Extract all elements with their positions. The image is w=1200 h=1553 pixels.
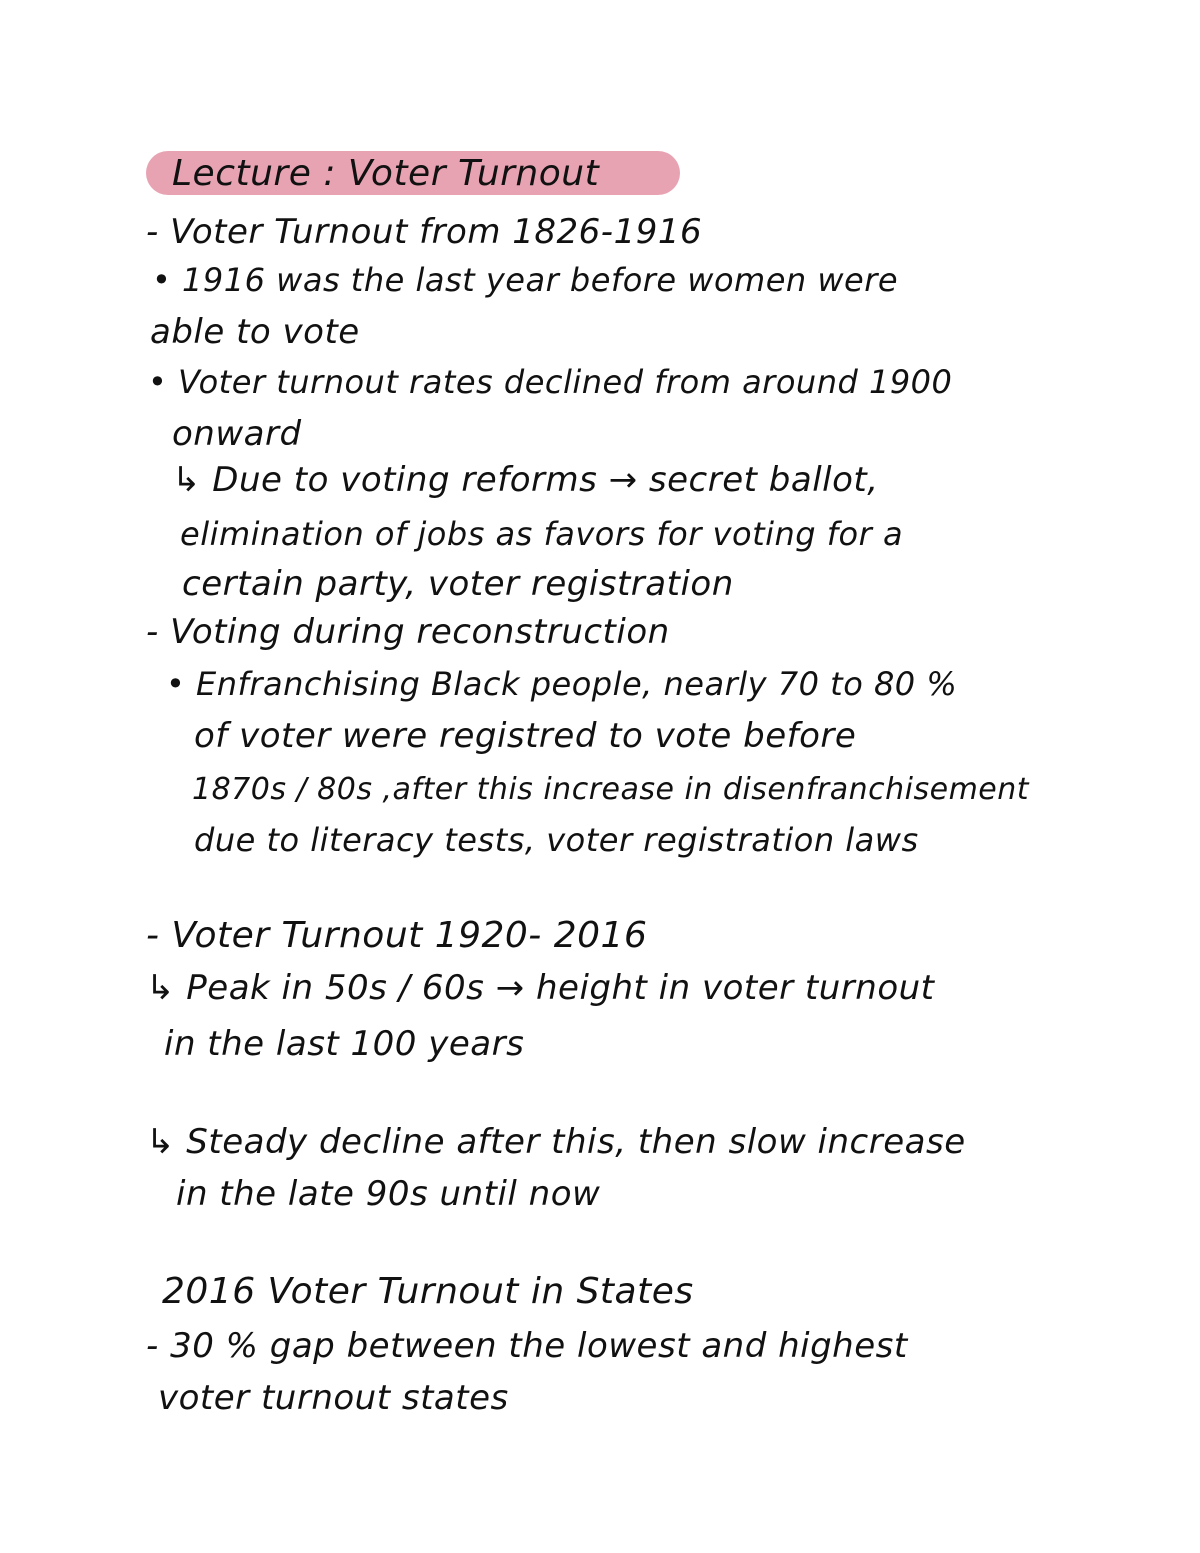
note-line-4: • Voter turnout rates declined from around 1900: [148, 363, 953, 401]
note-line-3: able to vote: [150, 312, 360, 352]
note-line-11: of voter were registred to vote before: [194, 716, 857, 756]
note-line-8: certain party, voter registration: [182, 564, 734, 604]
note-line-16: in the last 100 years: [164, 1024, 525, 1064]
lecture-title: Lecture : Voter Turnout: [172, 153, 600, 194]
note-line-18: in the late 90s until now: [176, 1174, 601, 1214]
note-line-17: ↳ Steady decline after this, then slow increase: [146, 1122, 966, 1162]
note-line-2: • 1916 was the last year before women were: [152, 261, 899, 299]
note-line-6: ↳ Due to voting reforms → secret ballot,: [172, 460, 879, 500]
note-line-20: - 30 % gap between the lowest and highest: [146, 1326, 908, 1366]
note-line-1: - Voter Turnout from 1826-1916: [146, 212, 703, 252]
note-line-9: - Voting during reconstruction: [146, 612, 670, 652]
note-line-15: ↳ Peak in 50s / 60s → height in voter turnout: [146, 968, 935, 1008]
note-line-14: - Voter Turnout 1920- 2016: [146, 915, 648, 956]
note-line-7: elimination of jobs as favors for voting for a: [180, 515, 904, 553]
note-line-21: voter turnout states: [158, 1378, 509, 1418]
note-line-10: • Enfranchising Black people, nearly 70 to 80 %: [166, 665, 958, 703]
note-line-19: 2016 Voter Turnout in States: [162, 1271, 694, 1312]
note-line-13: due to literacy tests, voter registration laws: [194, 821, 919, 859]
note-line-12: 1870s / 80s ,after this increase in disenfranchisement: [192, 772, 1030, 807]
note-line-5: onward: [172, 414, 302, 454]
